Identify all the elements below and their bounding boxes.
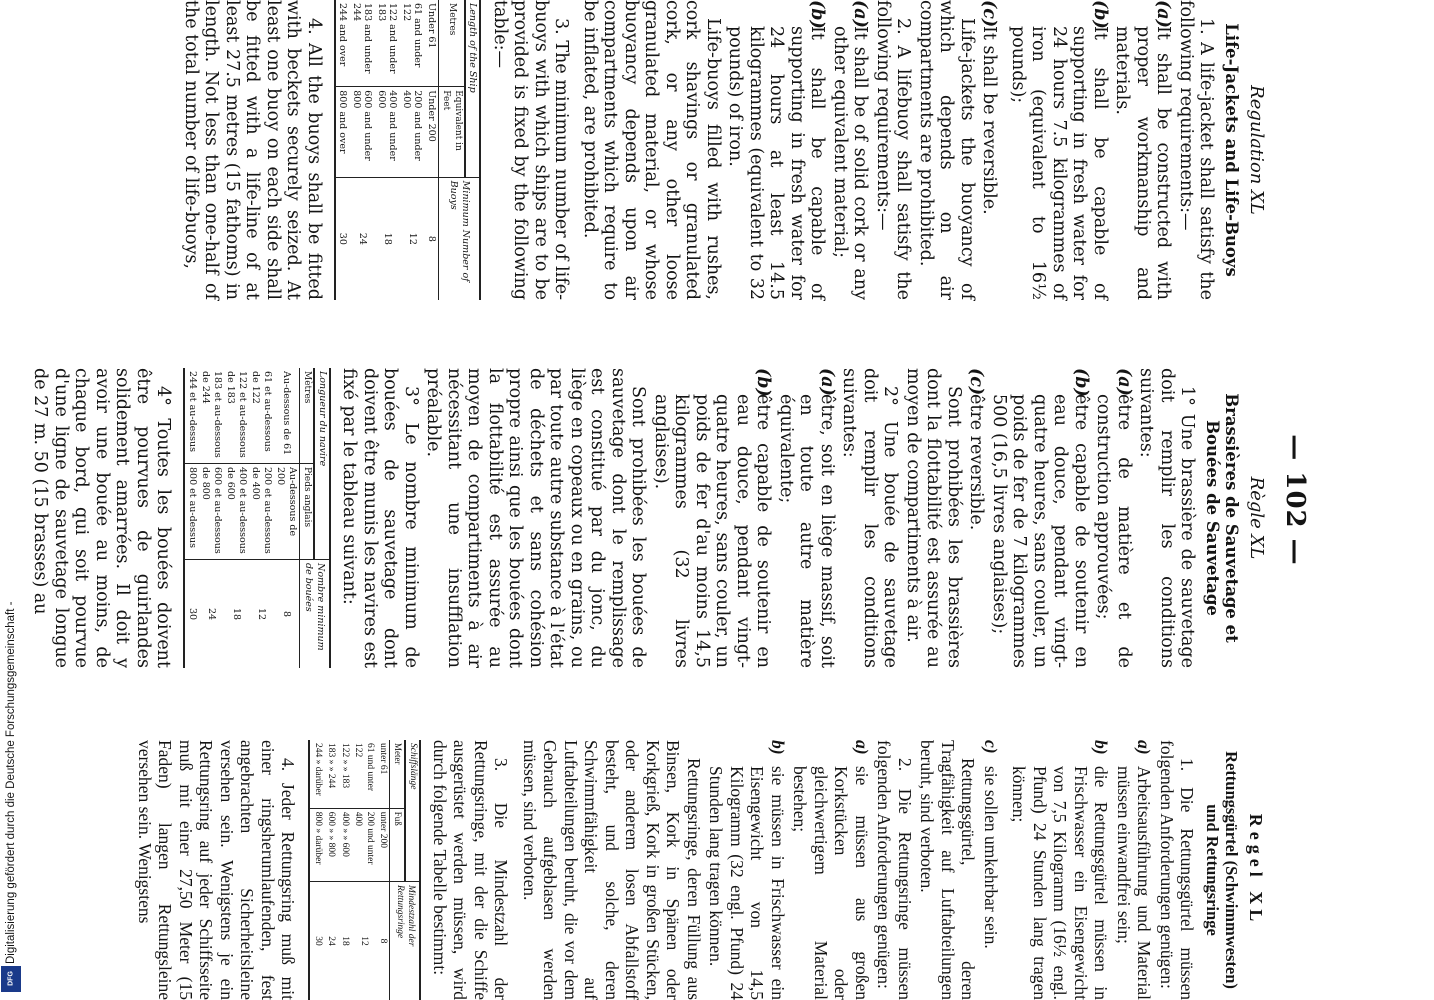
table-group-header: Length of the Ship (465, 0, 481, 177)
french-item-1a (1093, 368, 1134, 668)
dfg-logo-text: DFG (7, 971, 15, 986)
german-paragraph-3: 3. Die Mindestzahl der Rettungsringe, mit der die Schiffe ausgerüstet werden müssen, wird durch folgende Tabelle bestimmt: (430, 740, 512, 1000)
cell-metres: 244 and over (335, 0, 350, 87)
table-metres-header: Meter (390, 740, 405, 808)
item-label: (b) (807, 0, 828, 29)
cell-feet: 600 et au-dessous de 800 (199, 464, 224, 560)
cell-feet: 400 et au-dessous de 600 (224, 464, 249, 560)
cell-feet: unter 200 (376, 808, 390, 881)
item-text: It shall be capable of supporting in fresh water for 24 hours 7.5 kilogrammes of iron (equivalent to 16½ pounds); (1008, 26, 1110, 300)
cell-feet: 400 and under 600 (375, 87, 400, 177)
cell-buoys: 24 (199, 560, 224, 669)
dfg-logo-icon (1, 966, 21, 992)
cell-feet: 600 » » 800 (324, 808, 338, 881)
french-paragraph-2: 2° Une bouée de sauvetage doit remplir les conditions suivantes: (839, 368, 901, 668)
table-min-header: Mindestzahl der Rettungsringe (390, 881, 421, 1000)
table-row (400, 0, 425, 300)
table-row (376, 740, 390, 1000)
german-regulation-heading: Regel XL (1246, 813, 1266, 927)
item-text: It shall be constructed with proper workmanship and materials. (1112, 26, 1174, 300)
table-row (199, 368, 224, 668)
german-paragraph-4: 4. Jeder Rettungsring muß mit einer ringsherumlaufenden, fest angebrachten Sicherheitsleine versehen sein. Wenigstens je ein Rettungsring auf jeder Schiffsseite muß mit einer 27,50 Meter (15 Faden) langen Rettungsleine versehen sein. Wenigstens (135, 740, 299, 1000)
french-item-1b (989, 368, 1092, 668)
cell-buoys: 18 (375, 177, 400, 300)
english-item-1b (1008, 0, 1111, 300)
item-label: b) (768, 740, 788, 755)
item-label: (a) (817, 368, 837, 396)
english-buoy-table (334, 0, 482, 300)
table-row (274, 368, 300, 668)
digitization-credit (1, 0, 23, 1000)
cell-buoys: 12 (249, 560, 274, 669)
cell-feet: 800 et au-dessus (185, 464, 200, 560)
cell-metres: 244 et au-dessus (185, 368, 200, 464)
table-feet-header: Pieds anglais (300, 464, 315, 560)
item-text: die Rettungsgürtel müssen in Frischwasser ein Eisengewicht von 7,5 Kilogramm (16½ engl. Pfund) 24 Stunden lang tragen können; (1009, 766, 1112, 1000)
cell-metres: 61 und unter 122 (353, 743, 375, 792)
item-label: (a) (850, 0, 871, 28)
english-column (179, 0, 1267, 300)
cell-buoys: 8 (274, 560, 300, 669)
english-paragraph-4: 4. All the buoys shall be fitted with beckets securely seized. At least one buoy on each side shall be fitted with a life-line of at least 27.5 metres (15 fathoms) in length. Not less than one-half of the total number of life-buoys, (181, 0, 324, 300)
german-item-1c (981, 740, 1002, 1000)
cell-metres: 183 » » 244 (326, 743, 337, 789)
english-item-2a (830, 0, 871, 300)
cell-buoys: 8 (376, 881, 390, 1000)
english-item-1c (979, 0, 1000, 300)
french-paragraph-4: 4° Toutes les bouées doivent être pourvues de guirlandes solidement amarrées. Il doit y avoir une bouée au moins, de chaque bord, qui soit pourvue d'une ligne de sauvetage longue de 27 m. 50 (15 brasses) au (30, 368, 174, 668)
item-text: être capable de soutenir en eau douce, pendant vingt-quatre heures, sans couler, un poids de fer de 7 kilogrammes 500 (16,5 livres anglaises); (989, 394, 1091, 668)
cell-buoys: 24 (324, 881, 338, 1000)
table-metres-header: Metres (439, 0, 466, 87)
table-row (425, 0, 439, 300)
rotated-content (30, 0, 1314, 1000)
item-label: (c) (966, 368, 987, 396)
item-label: (b) (1071, 368, 1091, 397)
item-label: c) (981, 740, 1001, 754)
page-number: — 102 — (1280, 434, 1310, 566)
table-row (249, 368, 274, 668)
table-row (351, 740, 376, 1000)
item-label: (c) (979, 0, 1000, 28)
cell-feet: 200 and under 400 (400, 87, 425, 177)
item-text: It shall be of solid cork or any other equivalent material; (830, 26, 871, 300)
german-item-1b (1009, 740, 1112, 1000)
french-paragraph-3: 3° Le nombre minimum de bouées de sauvetage dont doivent être munis les navires est fixé par le tableau suivant: (339, 368, 421, 668)
table-row (350, 0, 375, 300)
english-note-2: Life-buoys filled with rushes, cork shavings or granulated cork, or any other loose granulated material, or whose buoyancy depends upon air compartments which require to be inflated, are prohibited. (580, 0, 723, 300)
table-row (224, 368, 249, 668)
french-buoy-table (184, 368, 332, 668)
german-title: Rettungsgürtel (Schwimmwesten) und Rettungsringe (1203, 751, 1242, 989)
cell-metres: 183 et au-dessous de 244 (200, 371, 223, 458)
table-row (375, 0, 400, 300)
french-note-2: Sont prohibées les bouées de sauvetage dont le remplissage est constitué par du jonc, du liège en copeaux ou en grains, ou par toute autre substance à l'état de déchets et sans cohésion propre ainsi que les bouées dont la flottabilité est assurée au moyen de compartiments à air nécessitant une insufflation préalable. (423, 368, 649, 668)
cell-metres: 122 » » 183 (340, 743, 350, 789)
english-regulation-heading: Regulation XL (1246, 85, 1267, 215)
credit-text: Digitalisierung gefördert durch die Deutsche Forschungsgemeinschaft - (5, 601, 17, 964)
cell-metres: 61 and under 122 (401, 3, 424, 68)
table-row (324, 740, 338, 1000)
cell-metres: 122 et au-dessous de 183 (225, 371, 248, 458)
cell-buoys: 30 (310, 881, 325, 1000)
item-label: (a) (1114, 368, 1134, 396)
english-item-1a (1112, 0, 1174, 300)
english-paragraph-2: 2. A lifebuoy shall satisfy the following requirements:— (873, 0, 914, 300)
german-item-1a (1114, 740, 1155, 1000)
item-text: être, soit en liège massif, soit en toute autre matière équivalente; (776, 394, 837, 668)
item-text: sie müssen in Frischwasser ein Eisengewicht von 14,5 Kilogramm (32 engl. Pfund) 24 Stunden lang tragen können. (706, 766, 788, 1000)
item-label: (a) (1153, 0, 1174, 28)
french-item-1c (966, 368, 987, 668)
table-row (338, 740, 352, 1000)
english-item-2b (725, 0, 828, 300)
item-label: a) (1134, 740, 1155, 755)
cell-feet: 200 et au-dessous de 400 (249, 464, 274, 560)
cell-buoys: 18 (224, 560, 249, 669)
table-min-header: Minimum Number of Buoys (439, 177, 481, 300)
cell-metres: 183 and under 244 (351, 3, 374, 74)
item-text: It shall be capable of supporting in fresh water for 24 hours at least 14.5 kilogrammes (equivalent to 32 pounds) of iron. (725, 26, 828, 300)
cell-metres: 244 » darüber (310, 740, 325, 808)
german-note-1: Rettungsgürtel, deren Tragfähigkeit auf Luftabteilungen beruht, sind verboten. (917, 740, 979, 1000)
item-text: être de matière et de construction approuvées; (1093, 394, 1134, 668)
cell-feet: 400 » » 600 (338, 808, 352, 881)
english-title: Life-Jackets and Life-Buoys (1222, 23, 1242, 277)
german-item-2b (706, 740, 788, 1000)
french-column (28, 368, 1266, 668)
cell-metres: unter 61 (378, 743, 389, 775)
item-text: sie sollen umkehrbar sein. (981, 766, 1001, 949)
table-row (335, 0, 350, 300)
cell-feet: 200 und unter 400 (351, 808, 376, 881)
table-group-header: Longueur du navire (315, 368, 331, 560)
cell-buoys: 12 (351, 881, 376, 1000)
german-paragraph-1: 1. Die Rettungsgürtel müssen folgenden Anforderungen genügen: (1157, 740, 1198, 1000)
cell-buoys: 30 (335, 177, 350, 300)
table-metres-header: Mètres (300, 368, 315, 464)
german-paragraph-2: 2. Die Rettungsringe müssen folgenden Anforderungen genügen: (874, 740, 915, 1000)
table-min-header: Nombre minimum de bouées (300, 560, 331, 669)
cell-metres: Under 61 (426, 3, 437, 49)
cell-buoys: 8 (425, 177, 439, 300)
cell-metres: 61 et au-dessous de 122 (250, 371, 273, 452)
french-note-1: Sont prohibées les brassières dont la flottabilité est assurée au moyen de compartiments à air. (903, 368, 964, 668)
item-label: a) (852, 740, 872, 755)
german-column (133, 740, 1267, 1000)
item-text: Arbeitsausführung und Material müssen einwandfrei sein; (1114, 766, 1155, 1000)
cell-buoys: 12 (400, 177, 425, 300)
german-note-2: Rettungsringe, deren Füllung aus Binsen, Kork in Spänen oder Korkgrieß, Kork in großen Stücken, oder anderem losen Abfallstoff besteht, und solche, deren Schwimmfähigkeit auf Luftabteilungen beruht, die vor dem Gebrauch aufgeblasen werden müssen, sind verboten. (520, 740, 704, 1000)
french-title: Brassières de Sauvetage et Bouées de Sauvetage (1203, 393, 1242, 643)
table-group-header: Schiffslänge (405, 740, 421, 881)
english-paragraph-3: 3. The minimum number of life-buoys with which ships are to be provided is fixed by the following table:— (490, 0, 572, 300)
french-item-2b (651, 368, 774, 668)
cell-feet: 800 and over (335, 87, 350, 177)
table-feet-header: Equivalent in Feet (439, 87, 466, 177)
french-paragraph-1: 1° Une brassière de sauvetage doit remplir les conditions suivantes: (1136, 368, 1198, 668)
german-item-2a (790, 740, 872, 1000)
cell-metres: Au-dessous de 61 (281, 371, 293, 456)
cell-feet: Au-dessous de 200 (274, 464, 300, 560)
cell-feet: 600 and under 800 (350, 87, 375, 177)
table-row (310, 740, 325, 1000)
item-text: être reversible. (966, 394, 987, 531)
french-item-2a (776, 368, 838, 668)
cell-feet: Under 200 (425, 87, 439, 177)
german-buoy-table (309, 740, 422, 1000)
item-label: b) (1091, 740, 1112, 755)
item-label: (b) (1090, 0, 1110, 29)
item-text: être capable de soutenir en eau douce, pendant vingt-quatre heures, sans couler, un poids de fer d'au moins 14,5 kilogrammes (32 livres anglaises). (651, 394, 774, 668)
item-label: (b) (753, 368, 774, 397)
cell-buoys: 24 (350, 177, 375, 300)
item-text: sie müssen aus großen Korkstücken oder gleichwertigem Material bestehen; (790, 766, 872, 1000)
cell-buoys: 30 (185, 560, 200, 669)
english-paragraph-1: 1. A life-jacket shall satisfy the following requirements:— (1176, 0, 1217, 300)
item-text: It shall be reversible. (979, 26, 1000, 215)
table-feet-header: Fuß (390, 808, 405, 881)
cell-metres: 122 and under 183 (376, 3, 399, 74)
table-row (185, 368, 200, 668)
french-regulation-heading: Règle XL (1246, 476, 1267, 560)
english-note-1: Life-jackets the buoyancy of which depends on air compartments are prohibited. (916, 0, 977, 300)
cell-buoys: 18 (338, 881, 352, 1000)
cell-feet: 800 » darüber (310, 808, 325, 881)
